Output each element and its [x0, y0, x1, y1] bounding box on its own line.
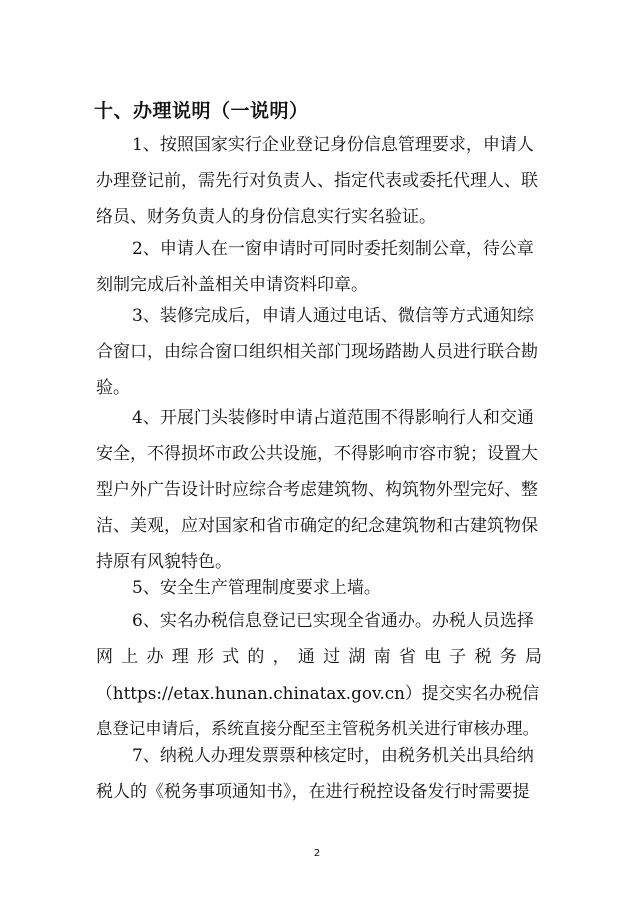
justified-char: 电 — [424, 647, 442, 667]
paragraph-2 — [96, 231, 542, 303]
justified-char: 办 — [146, 647, 164, 667]
justified-char: 务 — [499, 647, 517, 667]
paragraph-6 — [96, 603, 542, 747]
justified-char: 湖 — [348, 647, 366, 667]
paragraph-line: 验。 — [96, 378, 130, 398]
paragraph-7 — [96, 738, 542, 810]
paragraph-line: 持原有风貌特色。 — [96, 552, 232, 572]
paragraph-line: 1、按照国家实行企业登记身份信息管理要求，申请人 — [132, 135, 534, 155]
justified-char: 南 — [373, 647, 391, 667]
paragraph-line: 3、装修完成后，申请人通过电话、微信等方式通知综 — [132, 306, 534, 326]
paragraph-line: 税人的《税务事项通知书》，在进行税控设备发行时需要提 — [96, 782, 530, 802]
paragraph-line: 安全，不得损坏市政公共设施，不得影响市容市貌；设置大 — [96, 444, 538, 464]
section-heading: 十、办理说明（一说明） — [94, 100, 309, 122]
justified-char: 的 — [247, 647, 265, 667]
paragraph-line: 息登记申请后，系统直接分配至主管税务机关进行审核办理。 — [96, 719, 539, 738]
justified-char: 网 — [96, 647, 113, 667]
paragraph-5 — [96, 570, 542, 606]
paragraph-line: （https://etax.hunan.chinatax.gov.cn）提交实名办税信 — [96, 683, 540, 703]
paragraph-line: 6、实名办税信息登记已实现全省通办。办税人员选择 — [132, 611, 534, 631]
justified-char: 形 — [196, 647, 214, 667]
paragraph-line: 2、申请人在一窗申请时可同时委托刻制公章，待公章 — [132, 239, 534, 259]
justified-char: 通 — [297, 647, 315, 667]
paragraph-line: 7、纳税人办理发票票种核定时，由税务机关出具给纳 — [132, 746, 534, 766]
paragraph-line: 刻制完成后补盖相关申请资料印章。 — [96, 275, 368, 295]
paragraph-line: 合窗口，由综合窗口组织相关部门现场踏勘人员进行联合勘 — [96, 342, 538, 362]
paragraph-line: 型户外广告设计时应综合考虑建筑物、构筑物外型完好、整 — [96, 480, 538, 500]
justified-char: 子 — [449, 647, 467, 667]
paragraph-4 — [96, 400, 542, 580]
justified-char: 省 — [398, 647, 416, 667]
paragraph-1 — [96, 127, 542, 235]
paragraph-line: 络员、财务负责人的身份信息实行实名验证。 — [96, 207, 436, 227]
justified-char: 理 — [171, 647, 189, 667]
paragraph-3 — [96, 298, 542, 406]
justified-char: 过 — [323, 647, 341, 667]
paragraph-line: 办理登记前，需先行对负责人、指定代表或委托代理人、联 — [96, 171, 538, 191]
page-number: 2 — [313, 848, 321, 859]
justified-char: 局 — [524, 647, 542, 667]
paragraph-line — [96, 639, 542, 675]
paragraph-line: 洁、美观，应对国家和省市确定的纪念建筑物和古建筑物保 — [96, 516, 538, 536]
justified-char: 式 — [222, 647, 240, 667]
paragraph-line: 5、安全生产管理制度要求上墙。 — [132, 578, 381, 598]
paragraph-line: 4、开展门头装修时申请占道范围不得影响行人和交通 — [132, 408, 534, 428]
justified-char: ， — [272, 647, 290, 667]
justified-char: 上 — [121, 647, 139, 667]
justified-char: 税 — [474, 647, 492, 667]
